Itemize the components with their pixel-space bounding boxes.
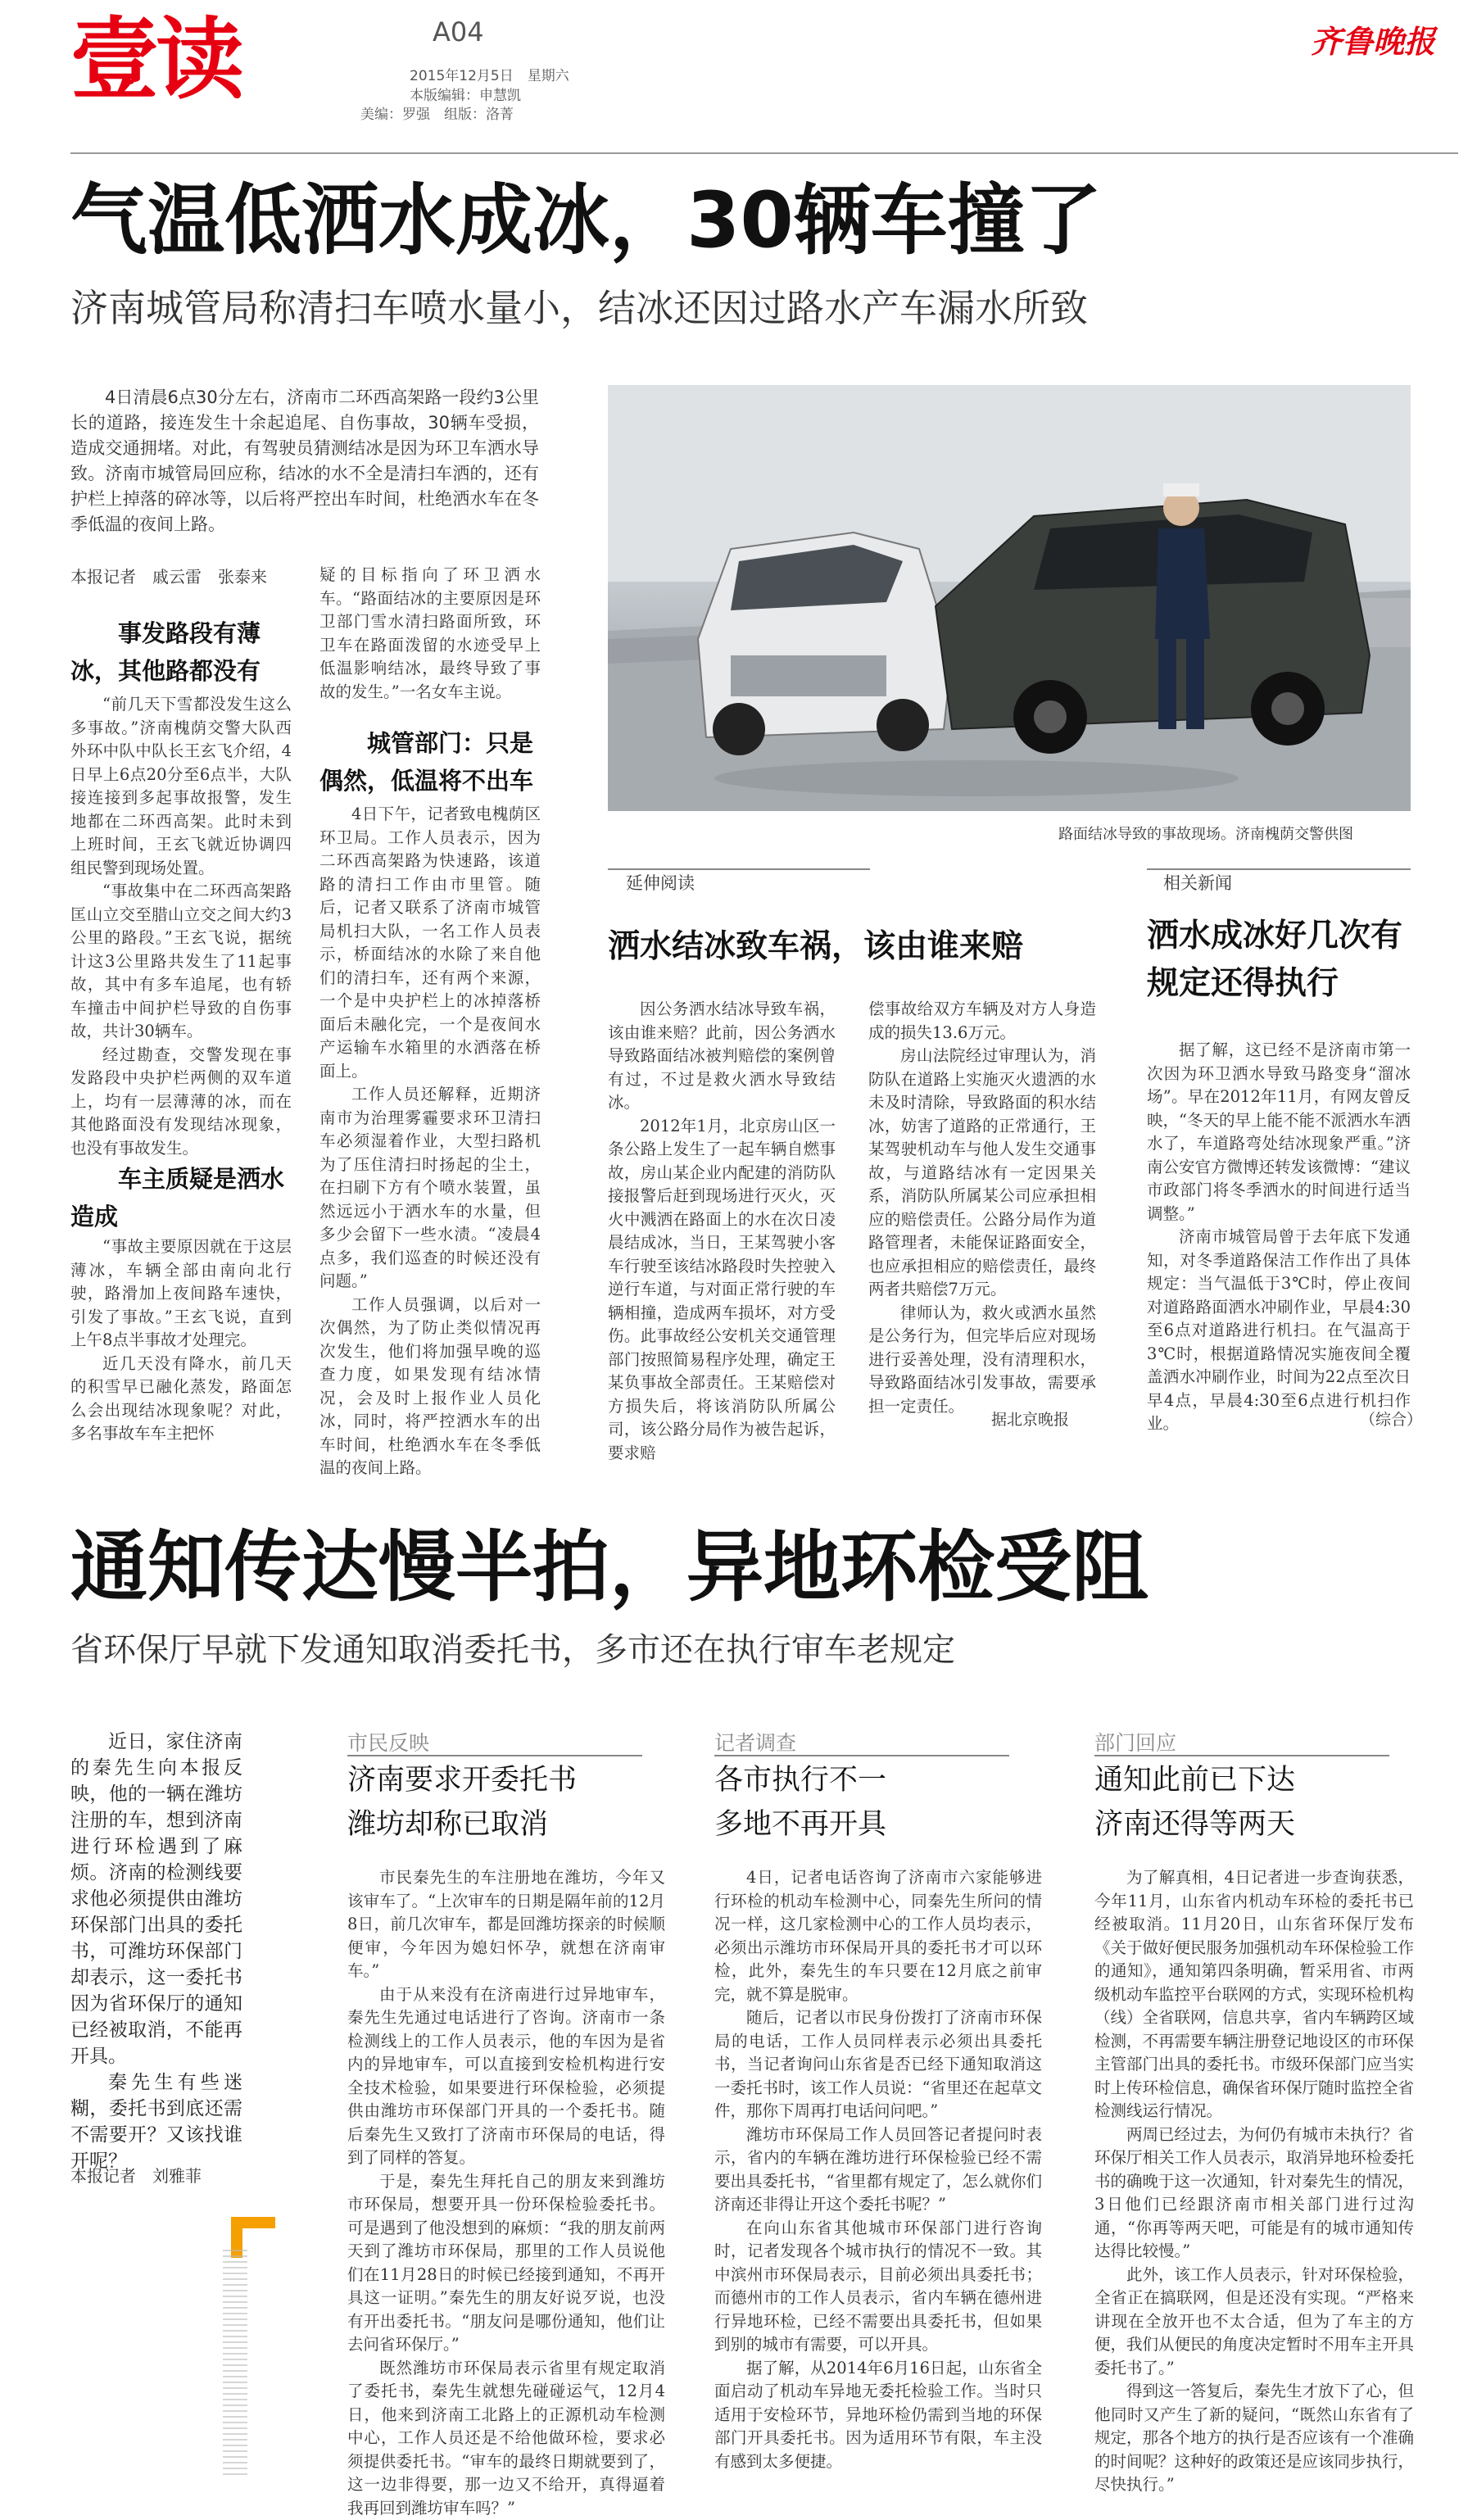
paragraph: 2012年1月，北京房山区一条公路上发生了一起车辆自燃事故，房山某企业内配建的消防队接报警后赶到现场进行灭火，灭火中溅洒在路面上的水在次日凌晨结成冰，当日，王某驾驶小客车行驶至该结冰路段时失控驶入逆行车道，与对面正常行驶的车辆相撞，造成两车损坏，对方受伤。此事故经公安机关交通管理部门按照简易程序处理，确定王某负事故全部责任。王某赔偿对方损失后，将该消防队所属公司，该公路分局作为被告起诉，要求赔 [608,1115,836,1466]
paragraph: 疑的目标指向了环卫洒水车。“路面结冰的主要原因是环卫部门雪水清扫路面所致，环卫车在路面泼留的水迹受早上低温影响结冰，最终导致了事故的发生。”一名女车主说。 [319,564,541,704]
paragraph: 房山法院经过审理认为，消防队在道路上实施灭火遗洒的水未及时清除，导致路面的积水结冰，妨害了道路的正常通行，王某驾驶机动车与他人发生交通事故，与道路结冰有一定因果关系，消防队所属某公司应承担相应的赔偿责任。公路分局作为道路管理者，未能保证路面安全，也应承担相应的赔偿责任，最终两者共赔偿7万元。 [868,1045,1096,1302]
editor-credit: 本版编辑：申慧凯 [410,84,521,104]
paragraph: 既然潍坊市环保局表示省里有规定取消了委托书，秦先生就想先碰碰运气，12月4日，他来到济南工北路上的正源机动车检测中心，工作人员还是不给他做环检，要求必须提供委托书。“审车的最终日期就要到了，这一边非得要，那一边又不给开，真得逼着我再回到潍坊审车吗？” [347,2357,665,2520]
paragraph: 为了解真相，4日记者进一步查询获悉，今年11月，山东省内机动车环检的委托书已经被取消。11月20日，山东省环保厅发布《关于做好便民服务加强机动车环保检验工作的通知》，通知第四条明确，暂采用省、市两级机动车监控平台联网的方式，实现环检机构（线）全省联网，信息共享，省内车辆跨区域检测，不再需要车辆注册登记地设区的市环保主管部门出具的委托书。市级环保部门应当实时上传环检信息，确保省环保厅随时监控全省检测线运行情况。 [1094,1866,1414,2123]
paragraph: 两周已经过去，为何仍有城市未执行？省环保厅相关工作人员表示，取消异地环检委托书的确晚于这一次通知，针对秦先生的情况，3日他们已经跟济南市相关部门进行过沟通，“你再等两天吧，可能是有的城市通知传达得比较慢。” [1094,2123,1414,2264]
c3-tag: 部门回应 [1094,1727,1176,1756]
related2-source: （综合） [1360,1407,1422,1430]
related2-text [1147,1039,1411,1436]
paragraph: 潍坊市环保局工作人员回答记者提问时表示，省内的车辆在潍坊进行环保检验已经不需要出具委托书，“省里都有规定了，怎么就你们济南还非得让开这个委托书呢？” [714,2123,1042,2217]
story1-column-1b [70,1235,292,1446]
paragraph: 得到这一答复后，秦先生才放下了心，但他同时又产生了新的疑问，“既然山东省有了规定，那各个地方的执行是否应该有一个准确的时间呢？这种好的政策还是应该同步执行，尽快执行。” [1094,2380,1414,2497]
designer-credit: 美编：罗强 组版：洛菁 [360,102,514,123]
paragraph: 律师认为，救火或洒水虽然是公务行为，但完毕后应对现场进行妥善处理，没有清理积水，导致路面结冰引发事故，需要承担一定责任。 [868,1302,1096,1419]
photo-caption: 路面结冰导致的事故现场。济南槐荫交警供图 [1058,823,1353,844]
paragraph: “事故集中在二环西高架路匡山立交至腊山立交之间大约3公里的路段。”王玄飞说，据统计这3公里路共发生了11起事故，其中有多车追尾，也有轿车撞击中间护栏导致的自伤事故，共计30辆车。 [70,880,292,1044]
related1-tag: 延伸阅读 [626,870,695,895]
story1-column-2b [319,803,541,1480]
story1-lead: 4日清晨6点30分左右，济南市二环西高架路一段约3公里长的道路，接连发生十余起追尾、自伤事故，30辆车受损，造成交通拥堵。对此，有驾驶员猜测结冰是因为环卫车洒水导致。济南市城管局回应称，结冰的水不全是清扫车洒的，还有护栏上掉落的碎冰等，以后将严控出车时间，杜绝洒水车在冬季低温的夜间上路。 [70,385,539,537]
paragraph: 4日，记者电话咨询了济南市六家能够进行环检的机动车检测中心，同秦先生所问的情况一样，这几家检测中心的工作人员均表示，必须出示潍坊市环保局开具的委托书才可以环检，此外，秦先生的车只要在12月底之前审完，就不算是脱审。 [714,1866,1042,2006]
paragraph: 随后，记者以市民身份拨打了济南市环保局的电话，工作人员同样表示必须出具委托书，当记者询问山东省是否已经下通知取消这一委托书时，该工作人员说：“省里还在起草文件，那你下周再打电话问问吧。” [714,2006,1042,2123]
page-number: A04 [433,16,484,48]
paragraph: 近日，家住济南的秦先生向本报反映，他的一辆在潍坊注册的车，想到济南进行环检遇到了麻烦。济南的检测线要求他必须提供由潍坊环保部门出具的委托书，可潍坊环保部门却表示，这一委托书因为省环保厅的通知已经被取消，不能再开具。 [70,1729,242,2069]
paragraph: 据了解，这已经不是济南市第一次因为环卫洒水导致马路变身“溜冰场”。早在2012年11月，有网友曾反映，“冬天的早上能不能不派洒水车洒水了，车道路弯处结冰现象严重。”济南公安官方微博还转发该微博：“建议市政部门将冬季洒水的时间进行适当调整。” [1147,1039,1411,1226]
c2-tag: 记者调查 [714,1727,796,1756]
story1-column-1a [70,693,292,1160]
paragraph: 工作人员强调，以后对一次偶然，为了防止类似情况再次发生，他们将加强早晚的巡查力度，如果发现有结冰情况，会及时上报作业人员化冰，同时，将严控洒水车的出车时间，杜绝洒水车在冬季低温的夜间上路。 [319,1294,541,1480]
story2-lead [70,1729,242,2174]
story1-subheading-2: 车主质疑是洒水造成 [70,1160,292,1235]
related1-column-a [608,998,836,1465]
paragraph: “前几天下雪都没发生这么多事故。”济南槐荫交警大队西外环中队中队长王玄飞介绍，4日早上6点20分至6点半，大队接连接到多起事故报警，发生地都在二环西高架。此时未到上班时间，王玄飞就近协调四组民警到现场处置。 [70,693,292,880]
issue-date: 2015年12月5日 星期六 [410,64,569,84]
paragraph: 由于从来没有在济南进行过异地审车，秦先生先通过电话进行了咨询。济南市一条检测线上的工作人员表示，他的车因为是省内的异地审车，可以直接到安检机构进行安全技术检验，如果要进行环保检验，必须提供由潍坊市环保部门开具的一个委托书。随后秦先生又致打了济南市环保局的电话，得到了同样的答复。 [347,1983,665,2170]
paragraph: 于是，秦先生拜托自己的朋友来到潍坊市环保局，想要开具一份环保检验委托书。可是遇到了他没想到的麻烦：“我的朋友前两天到了潍坊市环保局，那里的工作人员说他们在11月28日的时候已经接到通知，不再开具这一证明。”秦先生的朋友好说歹说，也没有开出委托书。“朋友问是哪份通知，他们让去问省环保厅。” [347,2170,665,2357]
paragraph: 偿事故给双方车辆及对方人身造成的损失13.6万元。 [868,998,1096,1045]
paragraph: 4日下午，记者致电槐荫区环卫局。工作人员表示，因为二环西高架路为快速路，该道路的清扫工作由市里管。随后，记者又联系了济南市城管局机扫大队，一名工作人员表示，桥面结冰的水除了来自他们的清扫车，还有两个来源，一个是中央护栏上的冰掉落桥面后未融化完，一个是夜间水产运输车水箱里的水洒落在桥面上。 [319,803,541,1083]
story1-column-2a [319,564,541,704]
c1-rule [347,1755,642,1756]
story1-subheading-3: 城管部门：只是偶然，低温将不出车 [319,724,541,800]
story1-subhead: 济南城管局称清扫车喷水量小，结冰还因过路水产车漏水所致 [70,283,1088,333]
c2-rule [714,1755,1009,1756]
c3-title: 通知此前已下达 济南还得等两天 [1094,1758,1295,1847]
story1-subheading-1: 事发路段有薄冰，其他路都没有 [70,614,292,690]
paragraph: 近几天没有降水，前几天的积雪早已融化蒸发，路面怎么会出现结冰现象呢？对此，多名事故车车主把怀 [70,1353,292,1446]
c3-text [1094,1866,1414,2497]
white-suv [698,533,952,755]
paragraph: 市民秦先生的车注册地在潍坊，今年又该审车了。“上次审车的日期是隔年前的12月8日，前几次审车，都是回潍坊探亲的时候顺便审，今年因为媳妇怀孕，就想在济南审车。” [347,1866,665,1983]
paragraph: 济南市城管局曾于去年底下发通知，对冬季道路保洁工作作出了具体规定：当气温低于3℃时，停止夜间对道路路面洒水冲刷作业，早晨4:30至6点对道路进行机扫。在气温高于3℃时，根据道路情况实施夜间全覆盖洒水冲刷作业，时间为22点至次日早4点，早晨4:30至6点进行机扫作业。 [1147,1226,1411,1436]
related2-tag: 相关新闻 [1163,870,1232,895]
related2-title: 洒水成冰好几次有规定还得执行 [1147,913,1411,1008]
masthead-rule [70,152,1458,154]
c1-title: 济南要求开委托书 潍坊却称已取消 [347,1758,577,1847]
story1-byline: 本报记者 戚云雷 张泰来 [70,564,267,587]
paragraph: “事故主要原因就在于这层薄冰，车辆全部由南向北行驶，路滑加上夜间路车速快，引发了事故。”王玄飞说，直到上午8点半事故才处理完。 [70,1235,292,1353]
c1-text [347,1866,665,2520]
gray-accent [223,2250,247,2479]
paper-logo: 齐鲁晚报 [1311,16,1435,61]
paragraph: 工作人员还解释，近期济南市为治理雾霾要求环卫清扫车必须湿着作业，大型扫路机为了压住清扫时扬起的尘土，在扫刷下方有个喷水装置，虽然远远小于洒水车的水量，但多少会留下一些水渍。“凌晨4点多，我们巡查的时候还没有问题。” [319,1083,541,1294]
paragraph: 据了解，从2014年6月16日起，山东省全面启动了机动车异地无委托检验工作。当时只适用于安检环节，异地环检仍需到当地的环保部门开具委托书。因为适用环节有限，车主没有感到太多便捷。 [714,2357,1042,2474]
section-title: 壹读 [70,10,241,111]
c1-tag: 市民反映 [347,1727,429,1756]
related1-column-b [868,998,1096,1418]
paragraph: 秦先生有些迷糊，委托书到底还需不需要开？又该找谁开呢？ [70,2069,242,2174]
story2-headline: 通知传达慢半拍，异地环检受阻 [70,1519,1149,1617]
story2-subhead: 省环保厅早就下发通知取消委托书，多市还在执行审车老规定 [70,1627,955,1673]
paragraph: 经过勘查，交警发现在事发路段中央护栏两侧的双车道上，均有一层薄薄的冰，而在其他路面没有发现结冰现象，也没有事故发生。 [70,1044,292,1161]
paragraph: 因公务洒水结冰导致车祸，该由谁来赔？此前，因公务洒水导致路面结冰被判赔偿的案例曾有过，不过是救火洒水导致结冰。 [608,998,836,1115]
c3-rule [1094,1755,1389,1756]
accident-photo [608,385,1411,811]
story1-headline: 气温低洒水成冰，30辆车撞了 [70,172,1102,270]
section-logo [70,15,341,113]
related1-source: 据北京晚报 [991,1407,1069,1430]
related1-title: 洒水结冰致车祸，该由谁来赔 [608,921,1023,967]
story2-byline: 本报记者 刘雅菲 [70,2163,202,2187]
paragraph: 此外，该工作人员表示，针对环保检验，全省正在搞联网，但是还没有实现。“严格来讲现在全放开也不太合适，但为了车主的方便，我们从便民的角度决定暂时不用车主开具委托书了。” [1094,2264,1414,2381]
c2-text [714,1866,1042,2473]
c2-title: 各市执行不一 多地不再开具 [714,1758,886,1847]
paragraph: 在向山东省其他城市环保部门进行咨询时，记者发现各个城市执行的情况不一致。其中滨州市环保局表示，目前必须出具委托书；而德州市的工作人员表示，省内车辆在德州进行异地环检，已经不需要出具委托书，但如果到别的城市有需要，可以开具。 [714,2217,1042,2357]
